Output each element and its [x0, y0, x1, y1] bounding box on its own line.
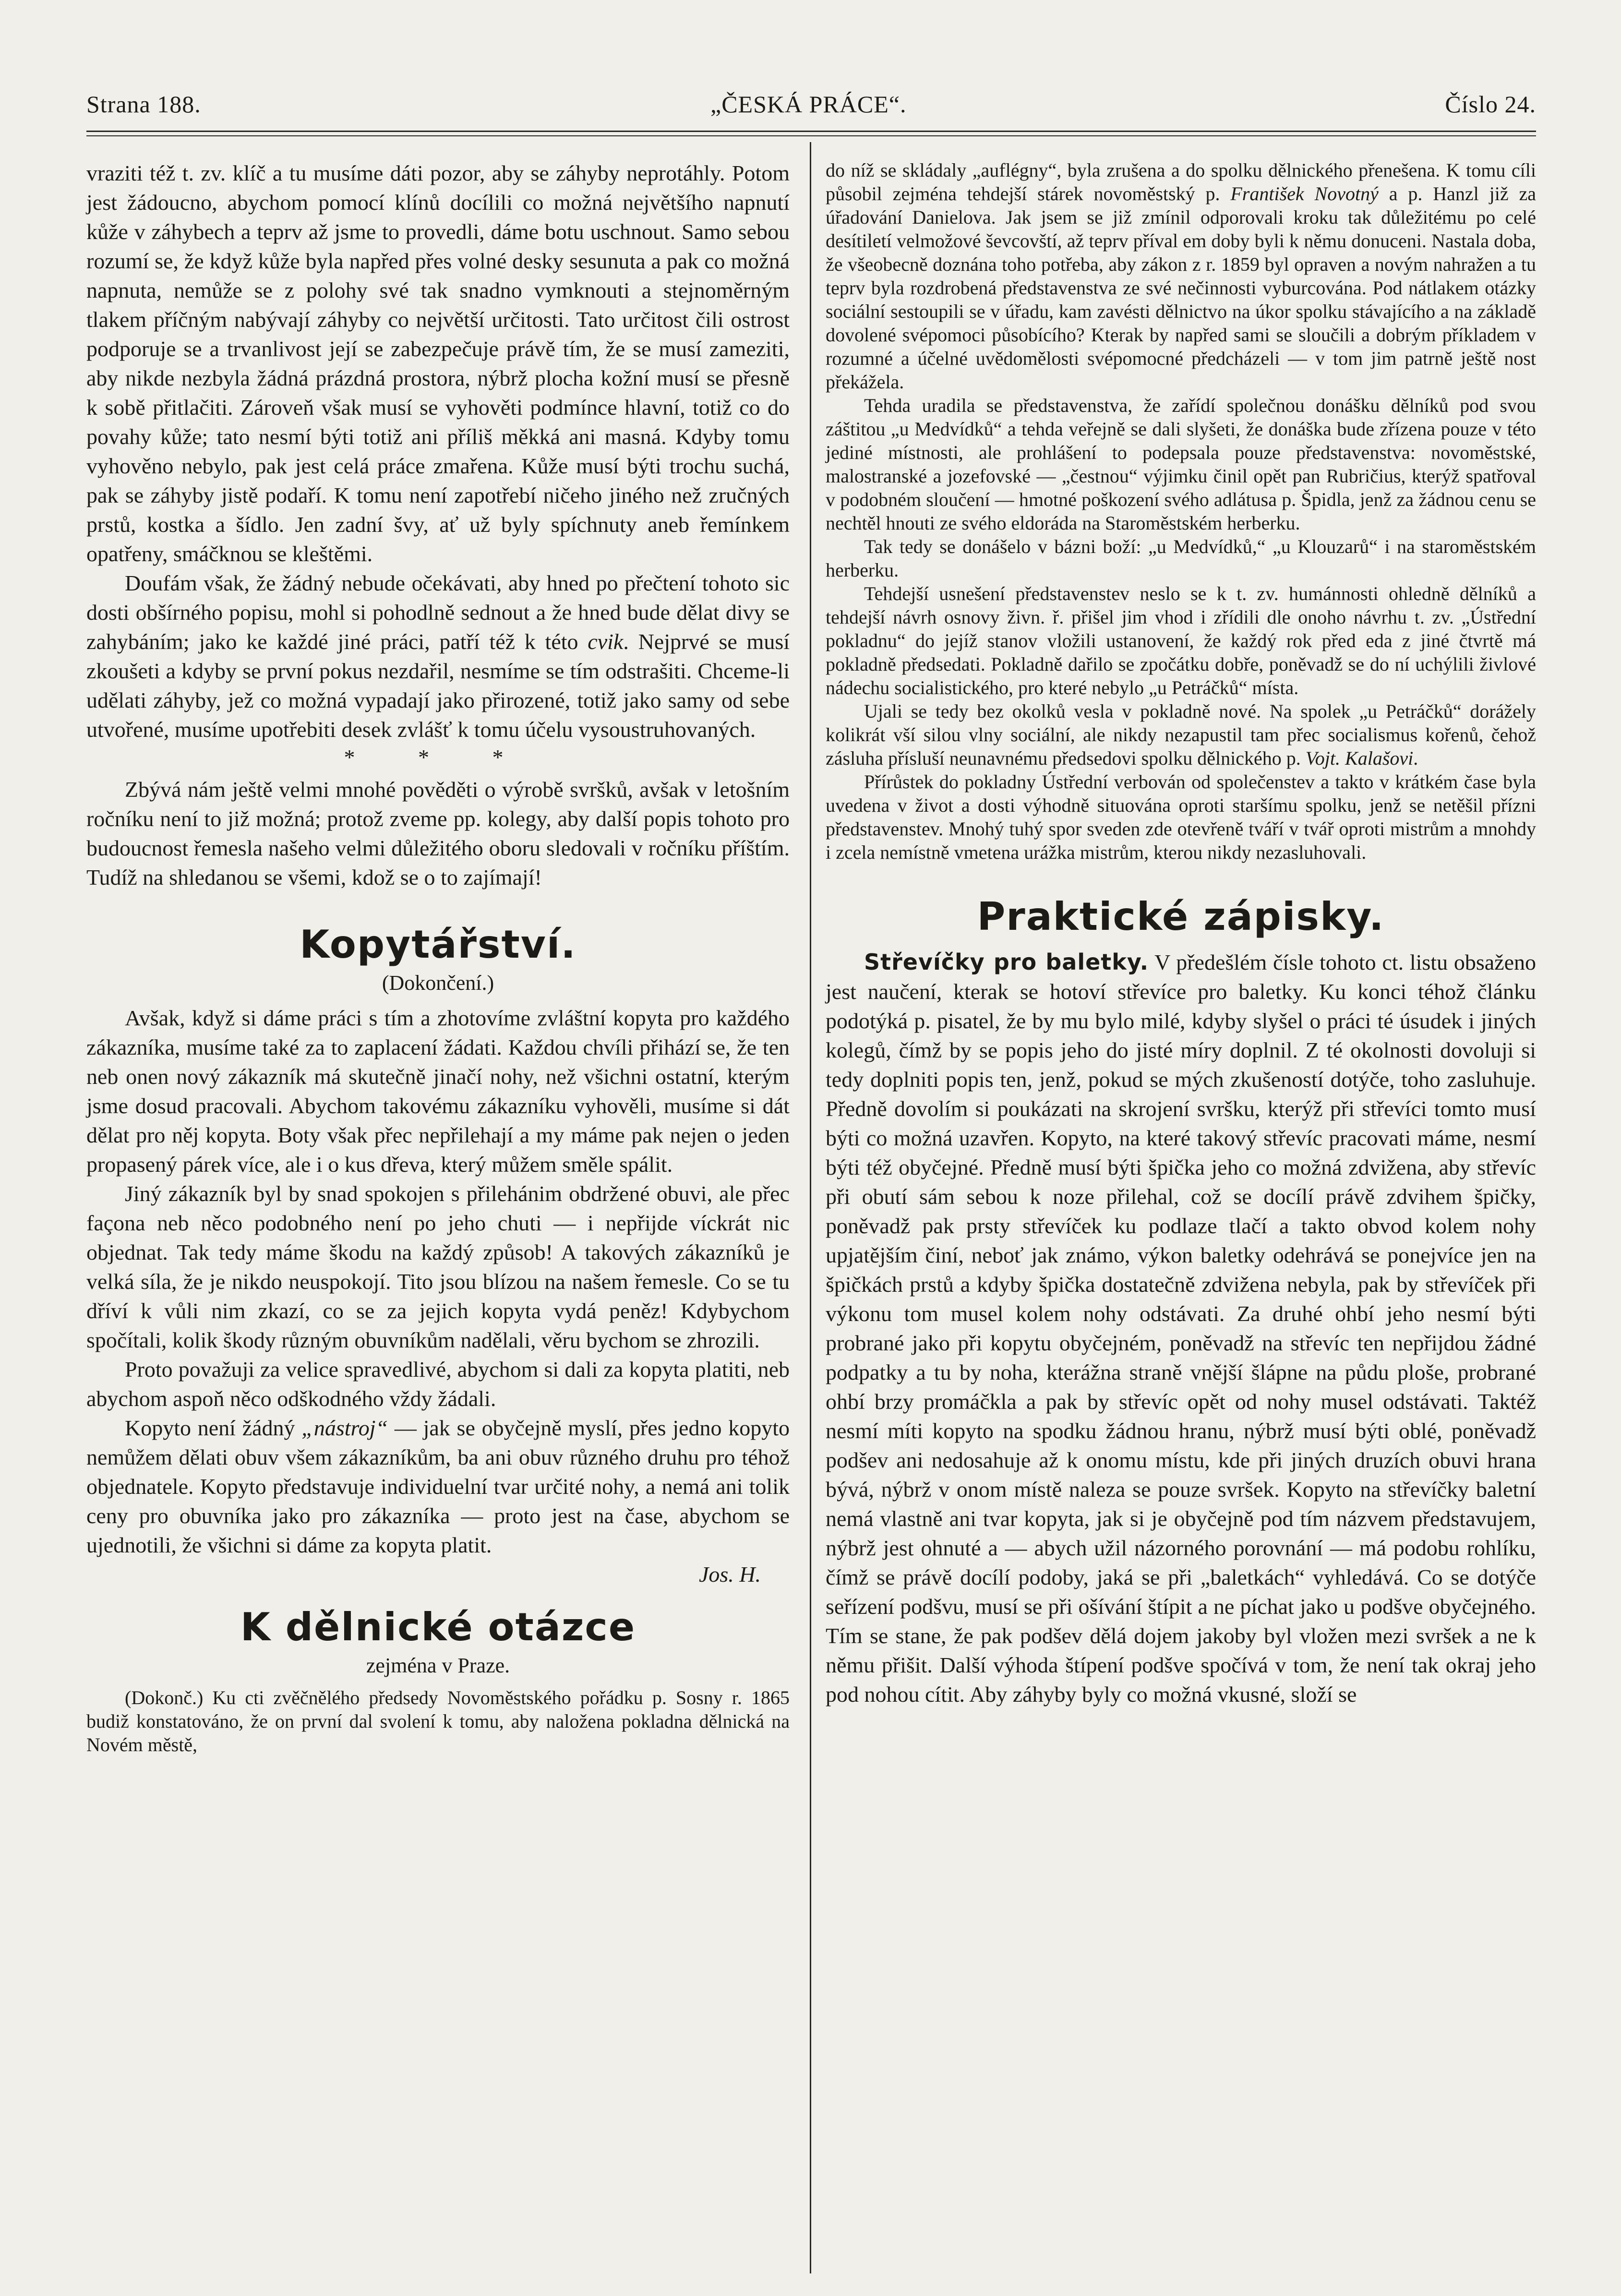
header-rule — [86, 131, 1536, 132]
section-subtitle: (Dokončení.) — [382, 971, 494, 995]
paragraph: vraziti též t. zv. klíč a tu musíme dáti pozor, aby se záhyby neprotáhly. Potom jest žádoucno, abychom pomocí klínů docílili co možná největšího napnutí kůže v záhybech a teprv až jsme to provedli, dáme botu uschnout. Samo sebou rozumí se, že když kůže byla napřed přes volné desky sesunuta a pak co možná napnuta, nemůže se z polohy své tak snadno vymknouti a stejnoměrným tlakem příčným nabývají záhyby co největší určitosti. Tato určitost čili ostrost podporuje se a trvanlivost její se zabezpečuje právě tím, že se musí zameziti, aby nikde nezbyla žádná prázdná prostora, nýbrž plocha kožní musí se přesně k sobě přitlačiti. Zároveň však musí se vyhověti podmínce hlavní, totiž co do povahy kůže; tato nesmí býti totiž ani příliš měkká ani masná. Kdyby tomu vyhověno nebylo, pak jest celá práce zmařena. Kůže musí býti trochu suchá, pak se záhyby jistě podaří. K tomu není zapotřebí ničeho jiného než zručných prstů, kostka a šídlo. Jen zadní švy, ať už byly spíchnuty aneb řemínkem opatřeny, smáčknou se kleštěmi. — [86, 161, 790, 566]
person-name: Vojt. Kalašovi — [1305, 747, 1414, 769]
article-delnicke-continued — [826, 158, 1536, 864]
left-column — [86, 158, 790, 1756]
emphasis: cvik — [588, 629, 624, 654]
article-continuation — [86, 158, 790, 892]
journal-title: „ČESKÁ PRÁCE“. — [710, 91, 907, 118]
paragraph: (Dokonč.) Ku cti zvěčnělého předsedy Novoměstského pořádku p. Sosny r. 1865 budiž konstatováno, že on první dal svolení k tomu, aby naložena pokladna dělnická na Novém městě, — [86, 1687, 790, 1755]
paragraph: Ujali se tedy bez okolků vesla v pokladně nové. Na spolek „u Petráčků“ dorážely kolikrát vší silou vlny sociální, ale nikdy nezapustil tam přec socialismus kořenů, čehož zásluha přísluší neunavnému předsedovi spolku dělnického p. Vojt. Kalašovi. — [826, 700, 1536, 769]
article-lead-title: Střevíčky pro baletky. — [864, 949, 1149, 975]
right-column — [826, 158, 1536, 1709]
article-delnicke-start — [86, 1686, 790, 1756]
section-heading-delnicke: K dělnické otázce — [240, 1605, 636, 1649]
paragraph: Avšak, když si dáme práci s tím a zhotovíme zvláštní kopyta pro každého zákazníka, musíme také za to zaplacení žádati. Každou chvíli přihází se, že ten neb onen nový zákazník má skutečně jinačí nohy, než všichni ostatní, kterým jsme dosud pracovali. Abychom takovému zákazníku vyhověli, musíme si dát dělat pro něj kopyta. Boty však přec nepřilehají a my máme pak nejen o jeden propasený párek více, ale i o kus dřeva, který můžem směle spálit. — [86, 1006, 790, 1177]
column-divider — [810, 142, 811, 2273]
paragraph: Kopyto není žádný „nástroj“ — jak se obyčejně myslí, přes jedno kopyto nemůžem dělati obuv všem zákazníkům, ba ani obuv různého druhu pro téhož objednatele. Kopyto představuje individuelní tvar určité nohy, a nemá ani tolik ceny pro obuvníka jako pro zákazníka — proto jest na čase, abychom se ujednotili, že všichni si dáme za kopyta platit. — [86, 1416, 790, 1557]
emphasis: „nástroj“ — [301, 1416, 388, 1440]
paragraph: Přírůstek do pokladny Ústřední verbován od společenstev a takto v krátkém čase byla uvedena v život a dosti výhodně situována oproti staršímu spolku, jenž se netěšil přízni představenstev. Mnohý tuhý spor sveden zde otevřeně tváří v tvář oproti mistrům a mnohdy i zcela nemístně vmetena urážka mistrům, kterou nikdy nezasluhovali. — [826, 771, 1536, 863]
paragraph: Zbývá nám ještě velmi mnohé pověděti o výrobě svršků, avšak v letošním ročníku není to již možná; protož zveme pp. kolegy, aby další popis tohoto pro budoucnost řemesla našeho velmi důležitého oboru sledovali v ročníku příštím. Tudíž na shledanou se všemi, kdož se o to zajímají! — [86, 777, 790, 890]
section-separator: * * * — [344, 745, 532, 769]
paragraph: Proto považuji za velice spravedlivé, abychom si dali za kopyta platiti, neb abychom aspoň něco odškodného vždy žádali. — [86, 1357, 790, 1411]
section-heading-prakticke: Praktické zápisky. — [977, 894, 1385, 939]
paragraph: Jiný zákazník byl by snad spokojen s přilehánim obdržené obuvi, ale přec façona neb něco podobného není po jeho chuti — i nepřijde víckrát nic objednat. Tak tedy máme škodu na každý způsob! A takových zákazníků je velká síla, že je nikdo neuspokojí. Tito jsou blízou na našem řemesle. Co se tu dříví k vůli nim zkazí, co se za jejich kopyta vydá peněz! Kdybychom spočítali, kolik škody různým obuvníkům nadělali, věru bychom se zhrozili. — [86, 1181, 790, 1352]
issue-number: Číslo 24. — [1445, 91, 1536, 118]
paragraph: Tak tedy se donášelo v bázni boží: „u Medvídků,“ „u Klouzarů“ i na staroměstském herberku. — [826, 536, 1536, 581]
paragraph: Tehdejší usnešení představenstev neslo se k t. zv. humánnosti ohledně dělníků a tehdejší návrh osnovy živn. ř. přišel jim vhod i zřídili dle onoho návrhu t. zv. „Ústřední pokladnu“ do jejíž stanov vložili ustanovení, že každý rok před eda z jiné čtvrtě má pokladně předsedati. Pokladně dařilo se zpočátku dobře, poněvadž se do ní uchýlili živlové nádechu socialistického, pro které nebylo „u Petráčků“ místa. — [826, 583, 1536, 698]
section-subtitle: zejména v Praze. — [366, 1654, 510, 1677]
article-strevicky — [826, 948, 1536, 1709]
author-signature: Jos. H. — [698, 1562, 761, 1587]
page-number: Strana 188. — [86, 91, 201, 118]
header-rule-thin — [86, 135, 1536, 136]
paragraph: do níž se skládaly „auflégny“, byla zrušena a do spolku dělnického přenešena. K tomu cíli působil zejména tehdejší stárek novoměstský p. František Novotný a p. Hanzl již za úřadování Danielova. Jak jsem se již zmínil odporovali kroku tak důležitému po celé desítiletí velmožové ševcovští, až teprv příval em doby byli k němu donuceni. Nastala doba, že všeobecně doznána toho potřeba, aby zákon z r. 1859 byl opraven a novým nahražen a tu teprv byla rozdrobená představenstva ze své nečinnosti vyburcována. Pod nátlakem otázky sociální sestoupili se v úřadu, kam zavésti dělnictvo na úkor spolku stávajícího a na základě dovolené svépomoci působícího? Kterak by napřed sami se sloučili a dobrým příkladem v rozumné a účelné uvědomělosti svépomocné předcházeli — v tom jim patrně ještě nost překážela. — [826, 159, 1537, 393]
person-name: František Novotný — [1230, 183, 1379, 204]
paragraph: Doufám však, že žádný nebude očekávati, aby hned po přečtení tohoto sic dosti obšírného popisu, mohl si pohodlně sednout a že hned bude dělat divy se zahybáním; jako ke každé jiné práci, patří též k této cvik. Nejprvé se musí zkoušeti a kdyby se první pokus nezdařil, nesmíme se tím odstrašiti. Chceme-li udělati záhyby, jež co možná vypadají jako přirozené, totiž jako samy od sebe utvořené, musíme upotřebiti desek zvlášť k tomu účelu vysoustruhovaných. — [86, 571, 790, 742]
section-heading-kopytarstvi: Kopytářství. — [300, 922, 576, 967]
paragraph: Tehda uradila se představenstva, že zařídí společnou donášku dělníků pod svou záštitou „u Medvídků“ a tehda veřejně se dali slyšeti, že donáška bude zřízena pouze v této jediné místnosti, ale prohlášení to podepsala pouze představenstva: novoměstské, malostranské a jozefovské — „čestnou“ výjimku činil opět pan Rubričius, kterýž spatřoval v podobném sloučení — hmotné poškození svého adlátusa p. Špidla, jenž za žádnou cenu se nechtěl hnouti ze svého eldoráda na Staroměstském herberku. — [826, 395, 1536, 534]
article-kopytarstvi — [86, 1003, 790, 1589]
paragraph: Střevíčky pro baletky. V předešlém čísle tohoto ct. listu obsaženo jest naučení, kterak se hotoví střevíce pro baletky. Ku konci téhož článku podotýká p. pisatel, že by mu bylo milé, kdyby slyšel o práci té úsudek i jiných kolegů, čímž by se popis jeho do jisté míry doplnil. Z té okolnosti dovoluji si tedy doplniti popis ten, jenž, pokud se mých zkušeností dotýče, toho zasluhuje. Předně dovolím si poukázati na skrojení svršku, kterýž při střevíci tomto musí býti co možná uzavřen. Kopyto, na které takový střevíc pracovati máme, nesmí býti též obyčejné. Předně musí býti špička jeho co možná zdvižena, aby střevíc při obutí sám sebou k noze přilehal, což se docílí právě zdvihem špičky, poněvadž pak prsty střevíček ku podlaze tlačí a takto obvod kolem nohy upjatějším činí, neboť jak známo, výkon baletky odehrává se ponejvíce jen na špičkách prstů a kdyby špička dostatečně zdvižena nebyla, pak by střevíček při výkonu tom musel kolem nohy odstávati. Za druhé ohbí jeho nesmí býti probrané jako při kopytu obyčejném, poněvadž na střevíc ten nepřijdou žádné podpatky a tu by noha, kterážna straně vnější šlápne na půdu ploše, probrané ohbí brzy promáčkla a pak by střevíc opět od nohy musel odstávati. Taktéž nesmí míti kopyto na spodku žádnou hranu, nýbrž musí býti oblé, poněvadž podšev ani nedosahuje až k onomu místu, kde při jiných druzích obuvi hrana bývá, nýbrž v onom místě naleza se pouze svršek. Kopyto na střevíčky baletní nemá vlastně ani tvar kopyta, jak si je obyčejně pod tím názvem představujem, nýbrž jest ohnuté a — abych užil názorného porovnání — má podobu rohlíku, čímž se právě docílí podoby, jaká se při „baletkách“ vyhledává. Co se dotýče seřízení podšvu, musí se při ošívání štípit a ne píchat jako u podšve obyčejného. Tím se stane, že pak podšev dělá dojem jakoby byl vložen mezi svršek a ne k němu přišit. Další výhoda štípení podšve spočívá v tom, že není tak okraj jeho pod nohou cítit. Aby záhyby byly co možná vkusné, složí se — [826, 949, 1536, 1707]
page-header — [86, 90, 1536, 124]
